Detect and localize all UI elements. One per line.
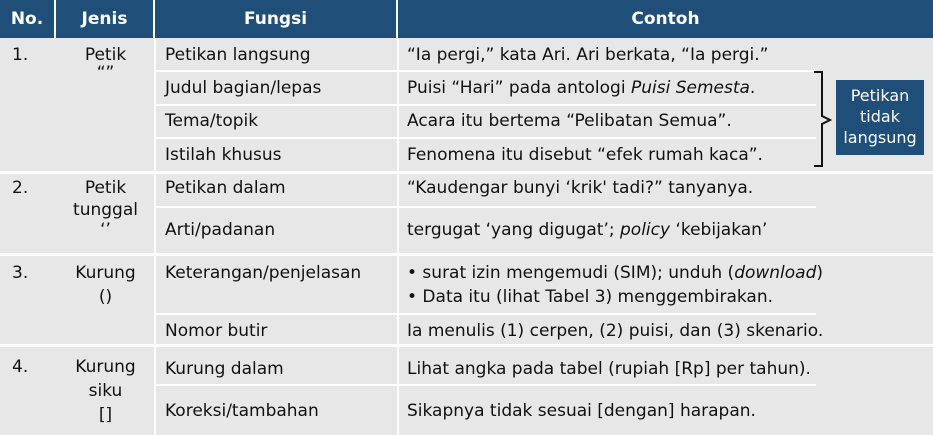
fungsi-cell: Petikan langsung [165,45,311,65]
fungsi-cell: Judul bagian/lepas [165,78,322,98]
contoh-cell: tergugat ‘yang digugat’; policy ‘kebijakan’ [407,220,768,240]
contoh-cell: “Kaudengar bunyi ‘krik' tadi?” tanyanya. [407,178,754,198]
contoh-cell: • Data itu (lihat Tabel 3) menggembirakan. [407,287,774,307]
contoh-cell: Lihat angka pada tabel (rupiah [Rp] per tahun). [407,359,811,379]
fungsi-cell: Arti/padanan [165,220,276,240]
fungsi-cell: Tema/topik [165,111,259,131]
right-brace-icon [812,70,834,170]
contoh-cell: Puisi “Hari” pada antologi Puisi Semesta. [407,78,756,98]
header-fungsi: Fungsi [155,0,398,38]
contoh-cell: “Ia pergi,” kata Ari. Ari berkata, “Ia pergi.” [407,45,769,65]
callout-box: Petikan tidak langsung [836,80,924,155]
header-no: No. [0,0,56,38]
group-jenis: Petik [84,45,127,65]
group-jenis-symbol: ‘’ [100,220,111,240]
group-jenis: tunggal [73,200,138,220]
group-jenis-symbol: [] [98,405,113,425]
fungsi-cell: Koreksi/tambahan [165,401,319,421]
contoh-cell: • surat izin mengemudi (SIM); unduh (download) [407,263,824,283]
group-no: 2. [12,178,29,198]
group-jenis: Kurung [75,357,136,377]
header-contoh: Contoh [398,0,933,38]
contoh-cell: Fenomena itu disebut “efek rumah kaca”. [407,145,763,165]
fungsi-cell: Keterangan/penjelasan [165,263,362,283]
header-jenis: Jenis [56,0,155,38]
contoh-cell: Acara itu bertema “Pelibatan Semua”. [407,111,732,131]
group-jenis-symbol: () [98,287,113,307]
group-jenis: siku [88,381,123,401]
contoh-cell: Ia menulis (1) cerpen, (2) puisi, dan (3) skenario. [407,321,824,341]
fungsi-cell: Nomor butir [165,321,268,341]
fungsi-cell: Istilah khusus [165,145,282,165]
group-jenis-symbol: “” [96,63,115,83]
group-no: 1. [12,45,29,65]
group-jenis: Kurung [75,263,136,283]
group-no: 3. [12,263,29,283]
contoh-cell: Sikapnya tidak sesuai [dengan] harapan. [407,401,756,421]
group-jenis: Petik [84,178,127,198]
fungsi-cell: Kurung dalam [165,359,284,379]
group-no: 4. [12,357,29,377]
fungsi-cell: Petikan dalam [165,178,286,198]
